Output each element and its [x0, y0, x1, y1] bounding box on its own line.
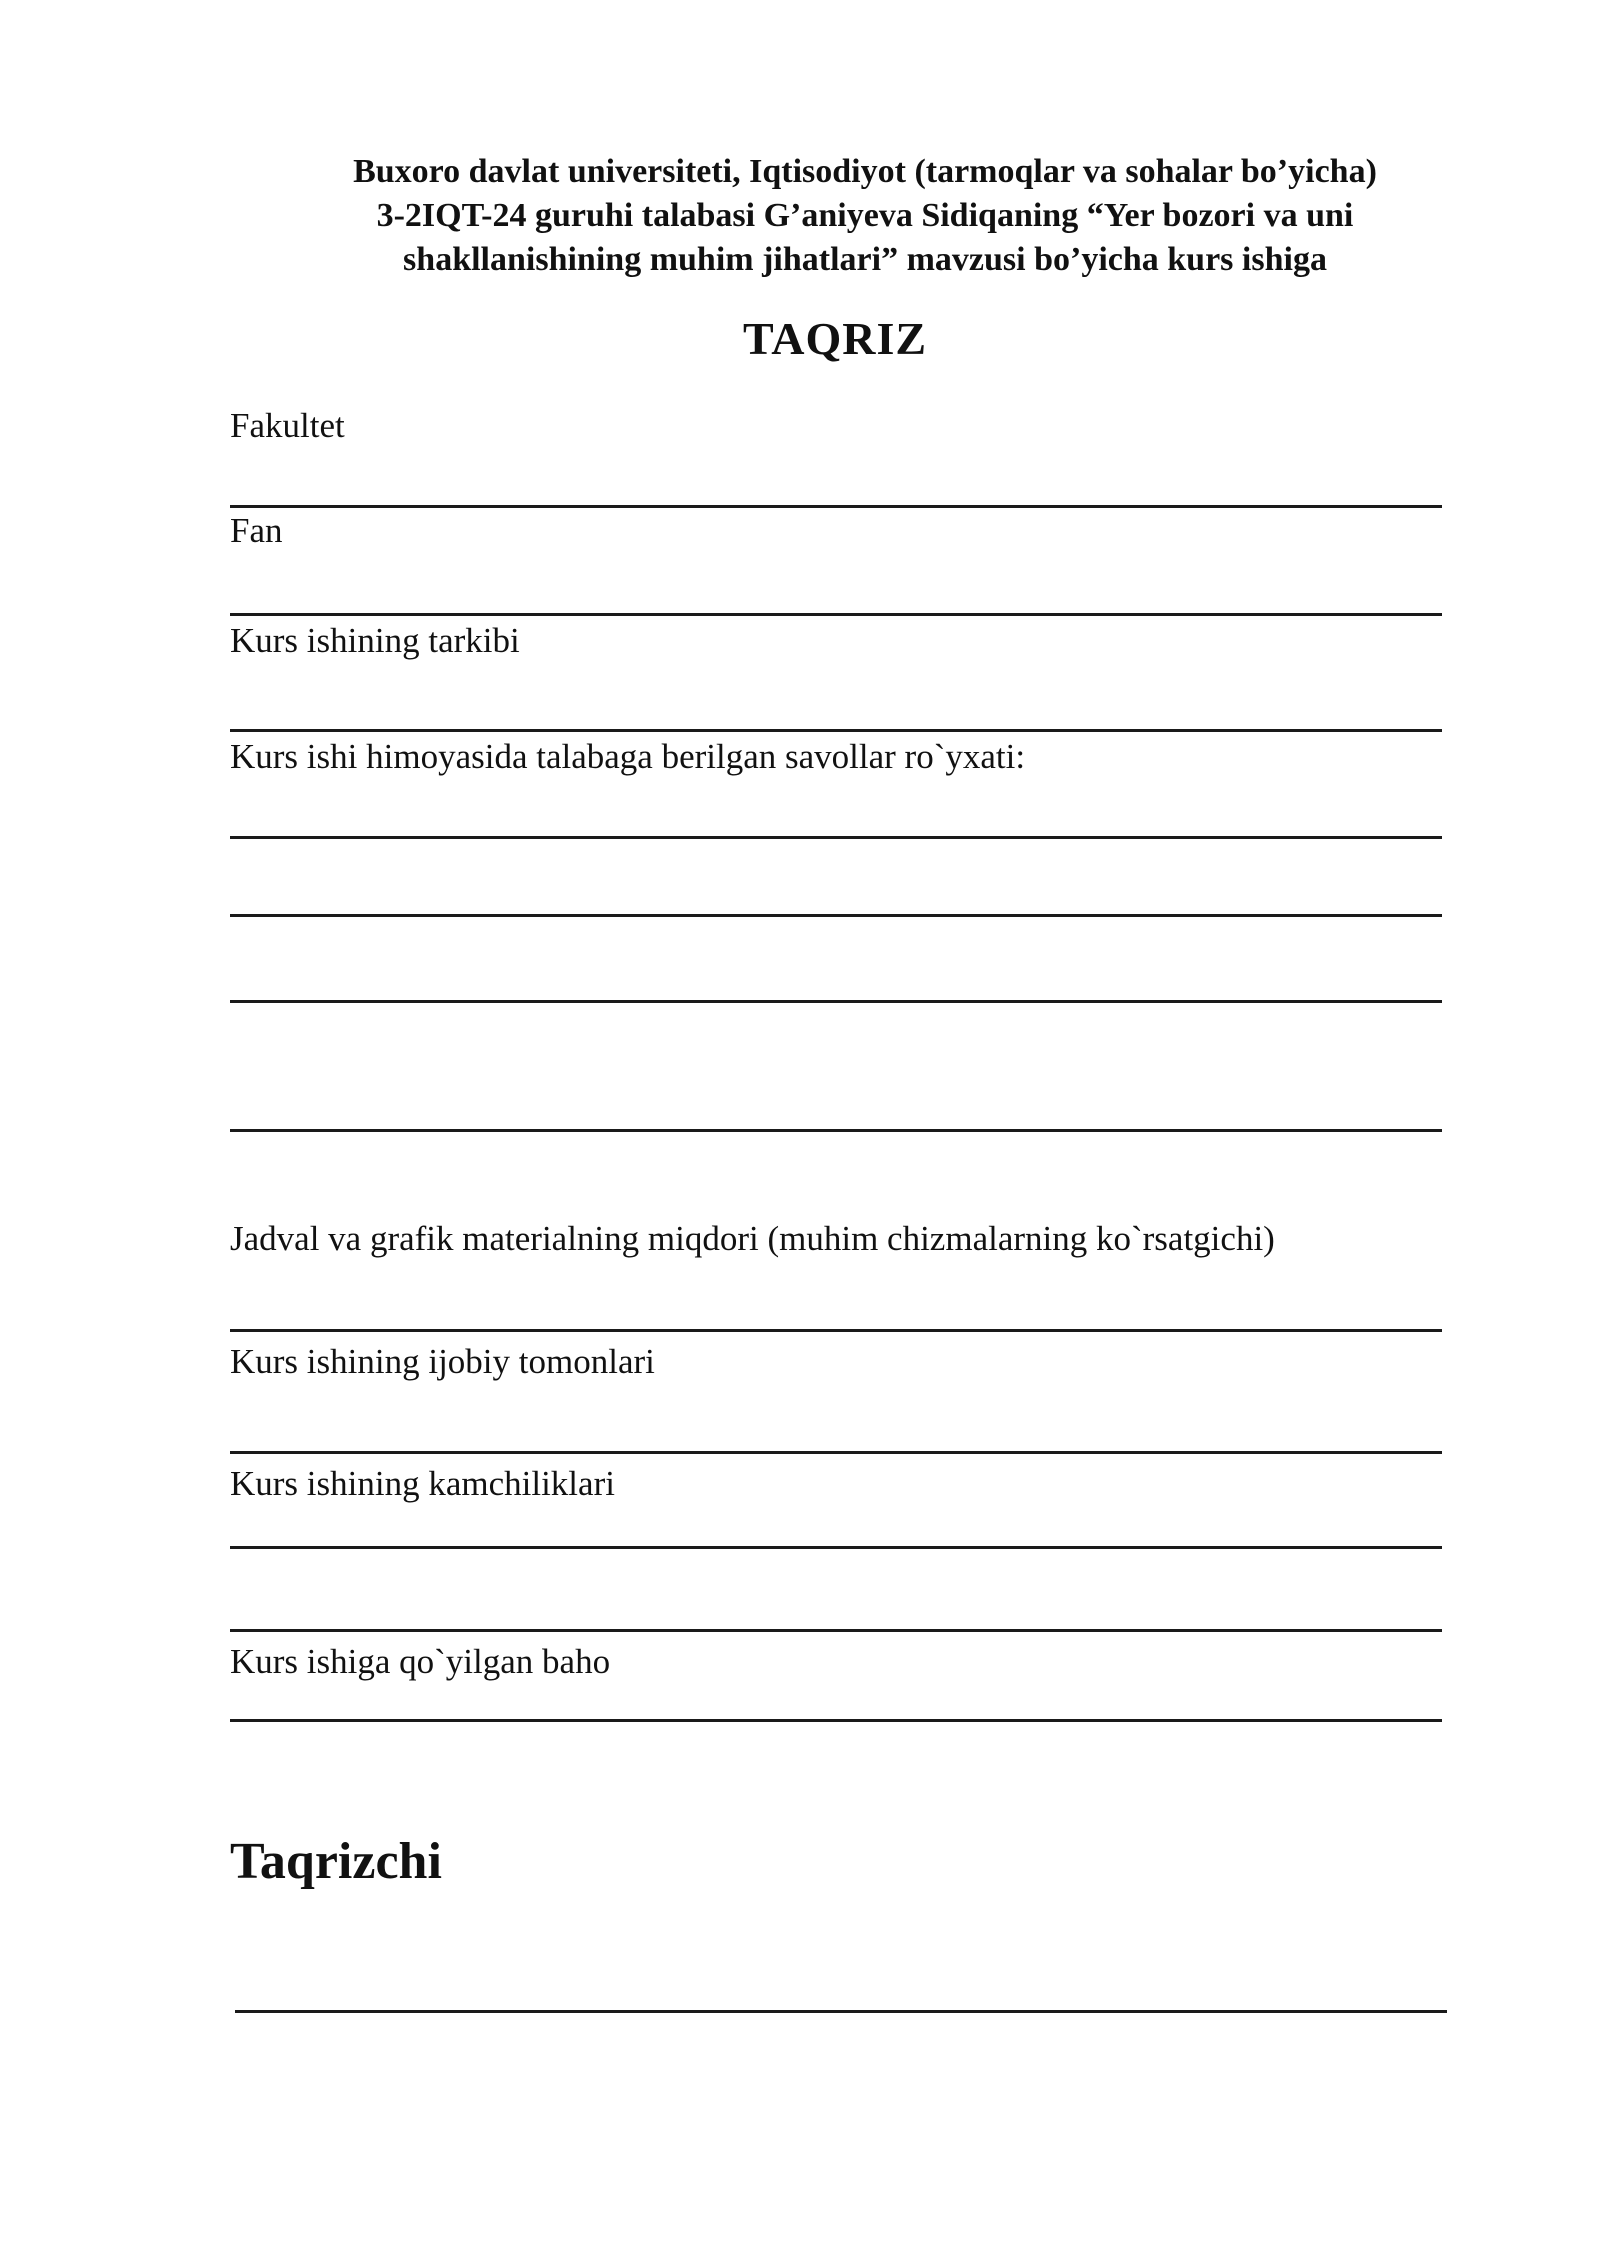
- header-line-1: Buxoro davlat universiteti, Iqtisodiyot (tarmoqlar va sohalar bo’yicha): [353, 153, 1377, 190]
- savollar-line-1: [230, 836, 1442, 839]
- savollar-line-3: [230, 1000, 1442, 1003]
- savollar-line-4: [230, 1129, 1442, 1132]
- tarkibi-label: Kurs ishining tarkibi: [230, 621, 520, 660]
- jadval-line: [230, 1329, 1442, 1332]
- signature-line: [235, 2010, 1447, 2013]
- document-title: TAQRIZ: [742, 313, 928, 364]
- header-line-3: shakllanishining muhim jihatlari” mavzusi bo’yicha kurs ishiga: [403, 241, 1327, 278]
- fan-label: Fan: [230, 511, 283, 550]
- tarkibi-line: [230, 729, 1442, 732]
- signature-label: Taqrizchi: [230, 1833, 442, 1890]
- savollar-label: Kurs ishi himoyasida talabaga berilgan savollar ro`yxati:: [230, 737, 1026, 776]
- jadval-label: Jadval va grafik materialning miqdori (muhim chizmalarning ko`rsatgichi): [230, 1219, 1275, 1258]
- ijobiy-label: Kurs ishining ijobiy tomonlari: [230, 1342, 655, 1381]
- fakultet-label: Fakultet: [230, 406, 345, 445]
- kamchiliklari-label: Kurs ishining kamchiliklari: [230, 1464, 615, 1503]
- ijobiy-line: [230, 1451, 1442, 1454]
- kamchiliklari-line-2: [230, 1629, 1442, 1632]
- fakultet-line: [230, 505, 1442, 508]
- header-line-2: 3-2IQT-24 guruhi talabasi G’aniyeva Sidiqaning “Yer bozori va uni: [376, 197, 1354, 234]
- savollar-line-2: [230, 914, 1442, 917]
- fan-line: [230, 613, 1442, 616]
- baho-line: [230, 1719, 1442, 1722]
- kamchiliklari-line-1: [230, 1546, 1442, 1549]
- baho-label: Kurs ishiga qo`yilgan baho: [230, 1642, 611, 1681]
